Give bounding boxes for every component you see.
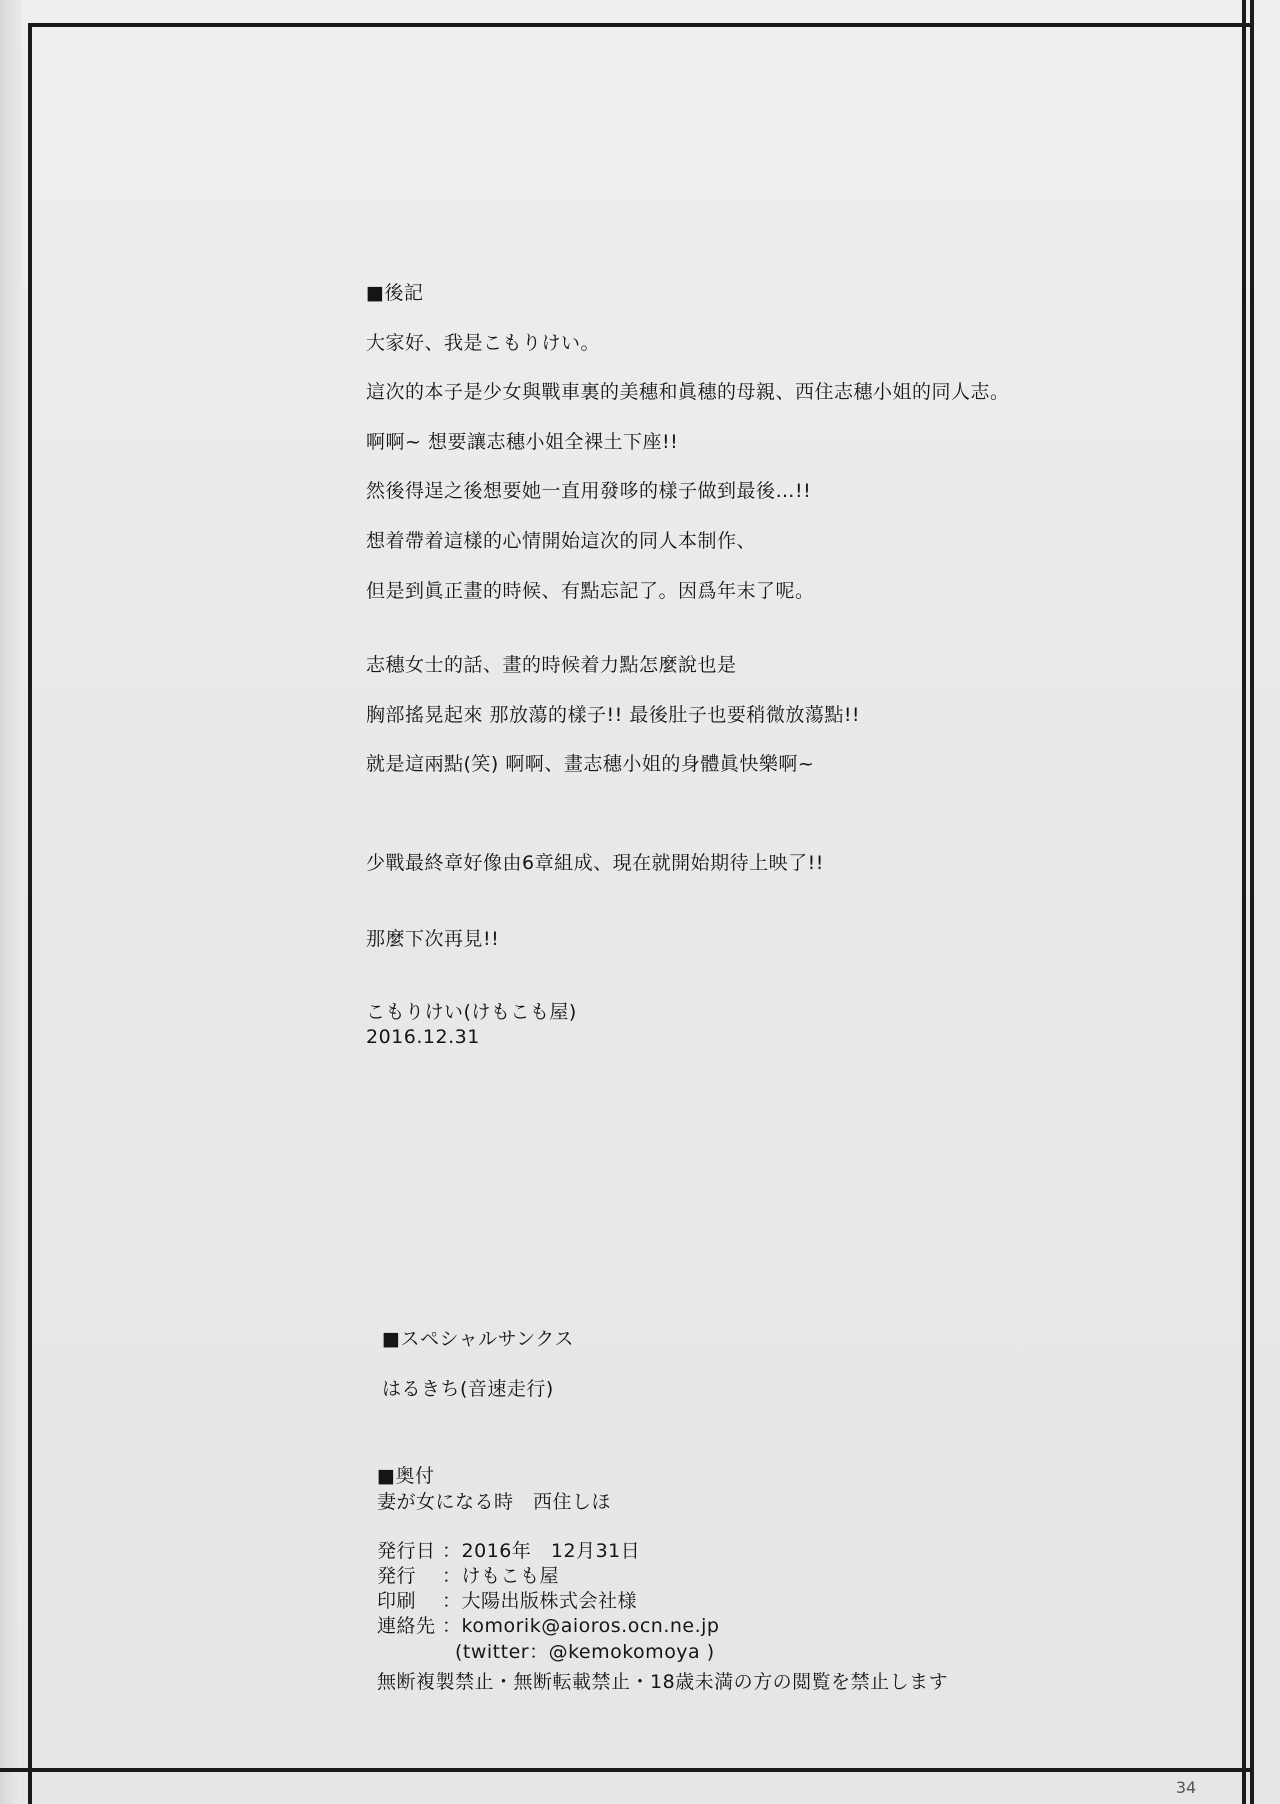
colophon-notice: 無断複製禁止・無断転載禁止・18歳未満の方の閲覧を禁止します (377, 1671, 949, 1693)
page-binding-edge (0, 0, 22, 1804)
colophon-row: 発行日 ：2016年 12月31日 (377, 1540, 641, 1562)
thanks-name: はるきち(音速走行) (382, 1378, 554, 1400)
afterword-line: 然後得逞之後想要她一直用發哆的樣子做到最後…!! (366, 480, 812, 502)
afterword-line: 啊啊~ 想要讓志穗小姐全裸土下座!! (366, 431, 679, 453)
frame-left-rule (28, 23, 32, 1804)
afterword-line: 少戰最終章好像由6章組成、現在就開始期待上映了!! (366, 852, 824, 874)
colophon-heading: ■奥付 (377, 1465, 435, 1487)
afterword-line: 志穗女士的話、畫的時候着力點怎麼說也是 (366, 654, 737, 676)
afterword-line: 那麼下次再見!! (366, 928, 500, 950)
colophon-row: (twitter：@kemokomoya ) (377, 1641, 715, 1663)
colophon-row: 連絡先 ：komorik@aioros.ocn.ne.jp (377, 1615, 720, 1637)
afterword-line: 但是到眞正畫的時候、有點忘記了。因爲年末了呢。 (366, 580, 815, 602)
colophon-title: 妻が女になる時 西住しほ (377, 1491, 612, 1513)
thanks-heading: ■スペシャルサンクス (382, 1328, 575, 1350)
frame-right-rule-outer (1250, 0, 1254, 1804)
afterword-date: 2016.12.31 (366, 1026, 480, 1048)
colophon-row: 発行 ：けもこも屋 (377, 1565, 560, 1587)
afterword-signature: こもりけい(けもこも屋) (366, 1001, 577, 1023)
afterword-line: 大家好、我是こもりけい。 (366, 332, 601, 354)
afterword-line: 就是這兩點(笑) 啊啊、畫志穗小姐的身體眞快樂啊~ (366, 753, 815, 775)
afterword-heading: ■後記 (366, 282, 424, 304)
frame-bottom-rule (0, 1768, 1250, 1772)
afterword-line: 胸部搖晃起來 那放蕩的樣子!! 最後肚子也要稍微放蕩點!! (366, 704, 861, 726)
frame-right-rule-inner (1242, 0, 1246, 1804)
afterword-line: 想着帶着這樣的心情開始這次的同人本制作、 (366, 530, 757, 552)
afterword-line: 這次的本子是少女與戰車裏的美穗和眞穗的母親、西住志穗小姐的同人志。 (366, 381, 1010, 403)
colophon-row: 印刷 ：大陽出版株式会社様 (377, 1590, 638, 1612)
page-number: 34 (1175, 1778, 1197, 1797)
frame-top-rule (28, 23, 1250, 27)
